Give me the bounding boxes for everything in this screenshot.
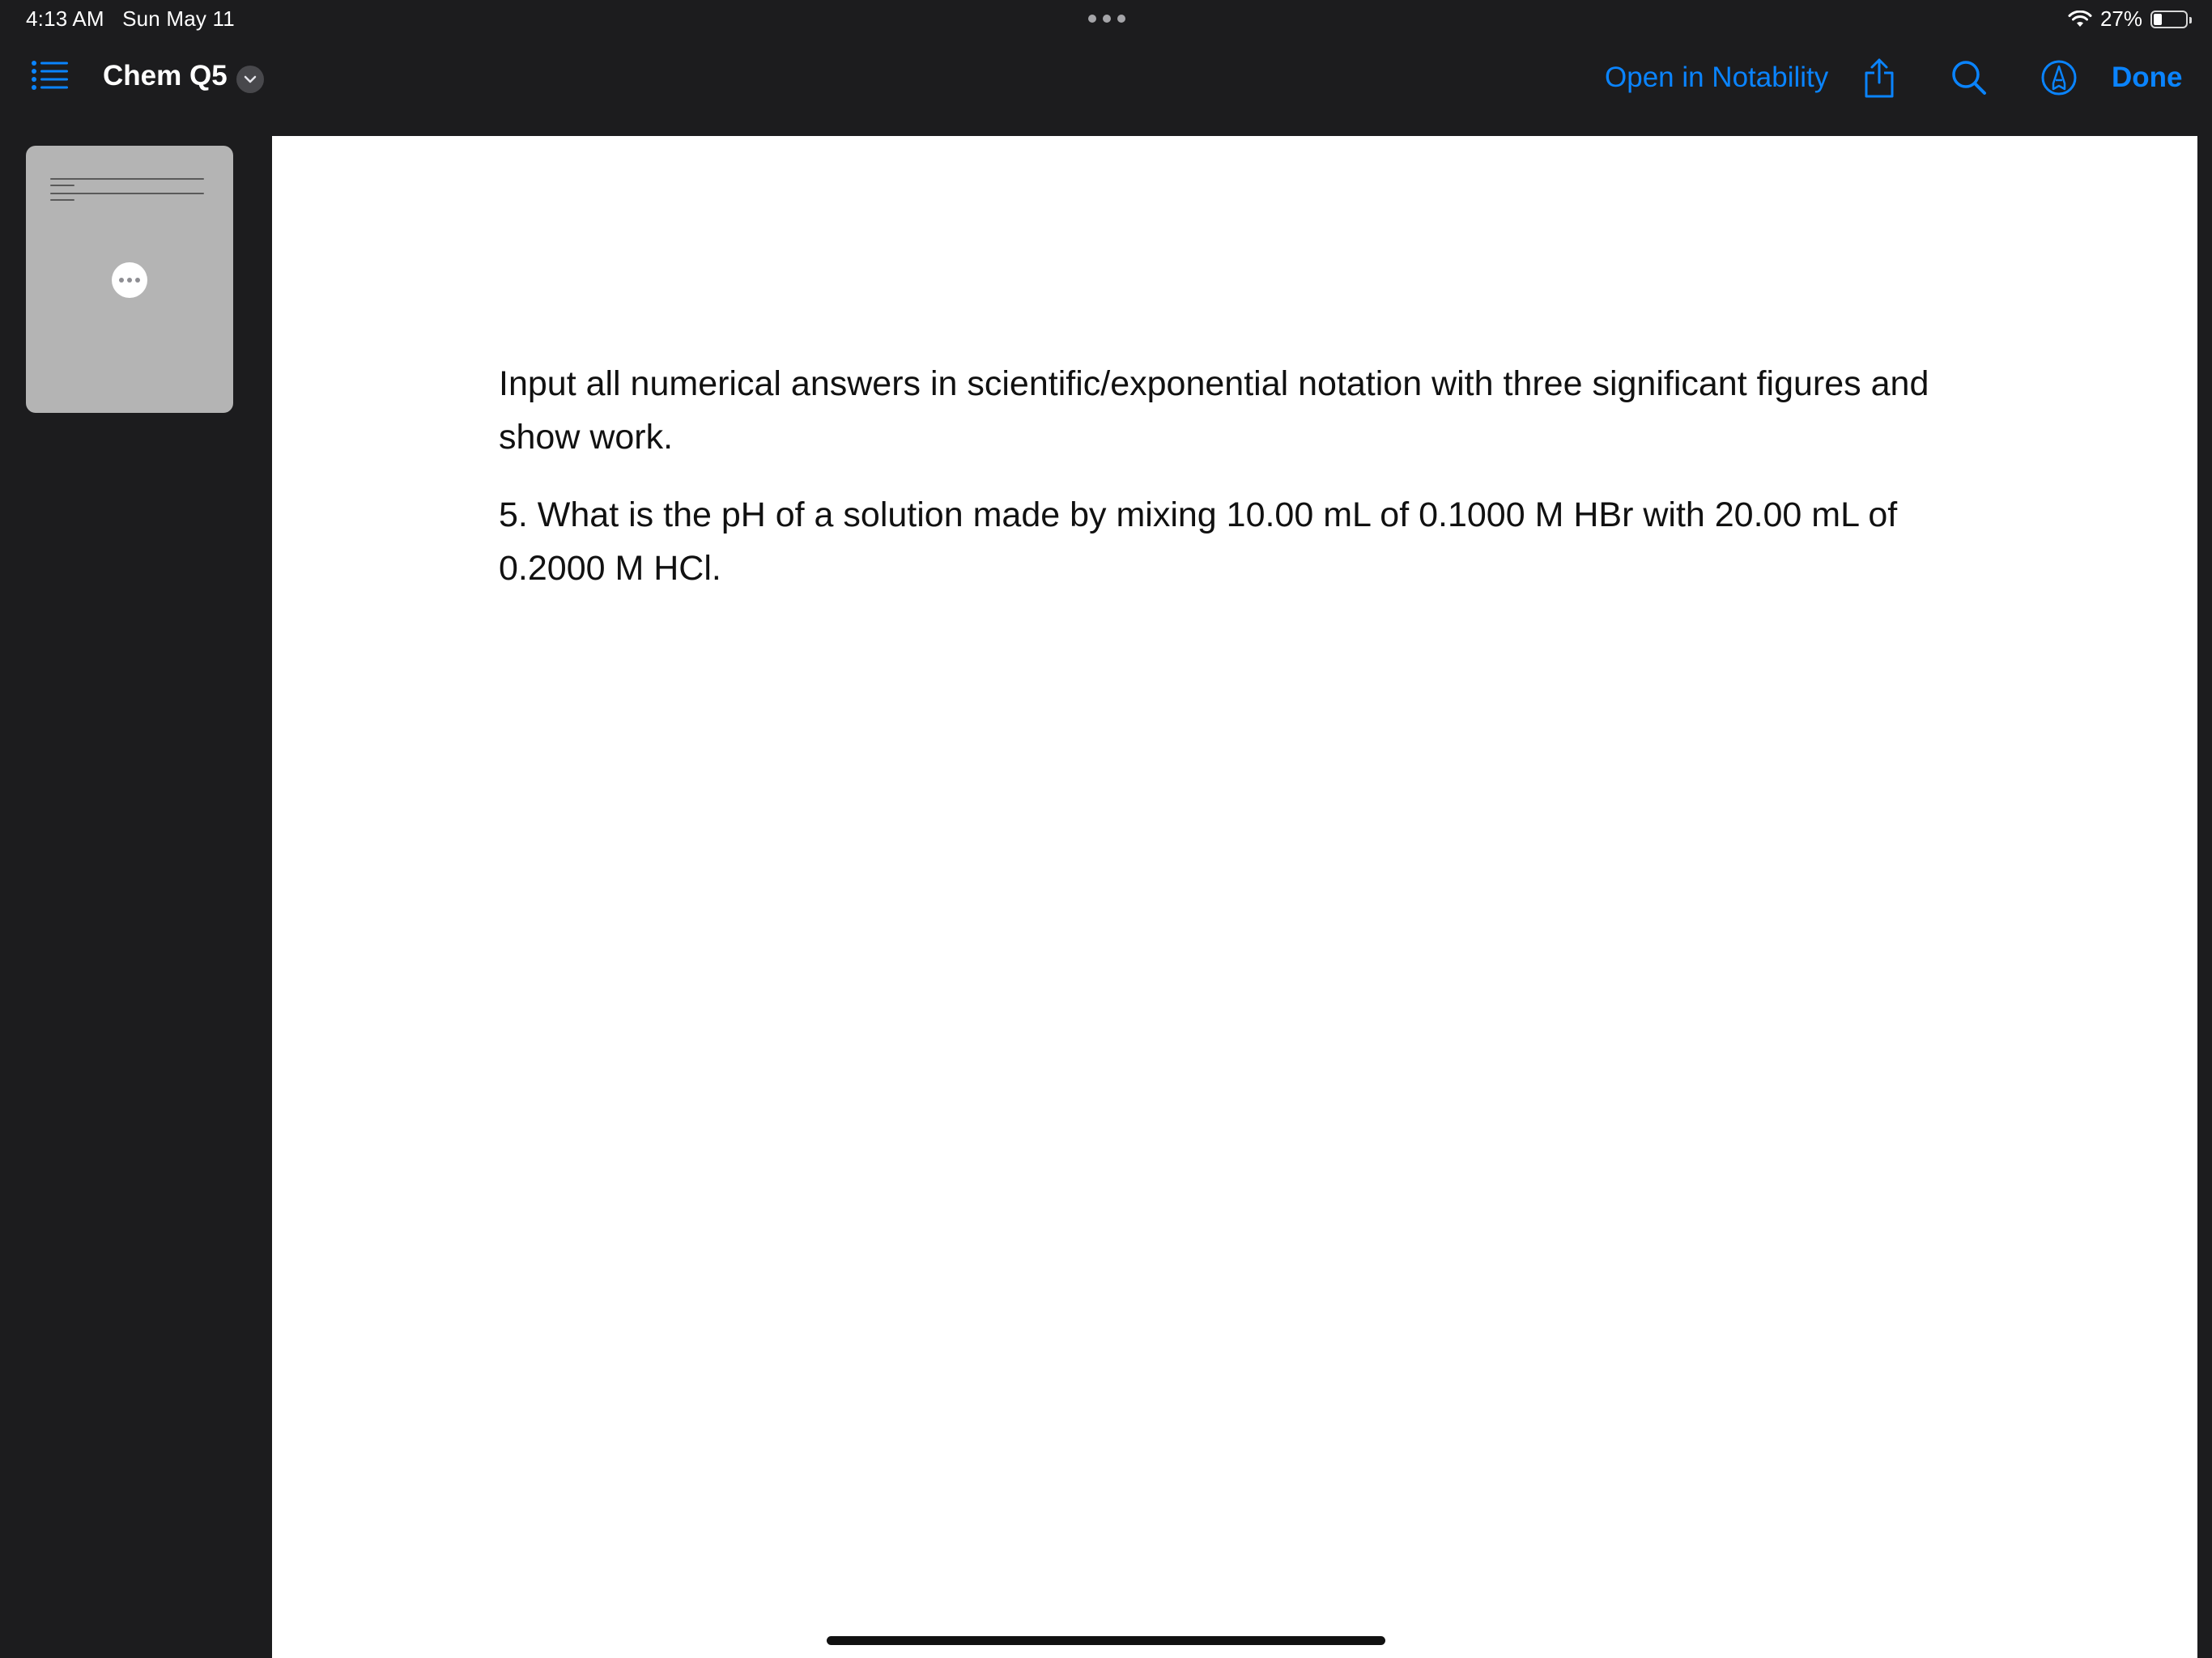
search-button[interactable] bbox=[1945, 53, 1993, 102]
thumbnail-text-line bbox=[50, 178, 204, 180]
thumbnail-text-line bbox=[50, 193, 204, 194]
markup-button[interactable] bbox=[2035, 53, 2083, 102]
instructions-paragraph: Input all numerical answers in scientific/exponential notation with three significant figures and show work. bbox=[499, 364, 1929, 457]
search-icon bbox=[1950, 59, 1988, 96]
markup-icon bbox=[2040, 59, 2078, 96]
done-button[interactable]: Done bbox=[2112, 62, 2183, 93]
thumbnail-text-line bbox=[50, 199, 74, 201]
battery-icon bbox=[2150, 11, 2188, 28]
question-paragraph: 5. What is the pH of a solution made by mixing 10.00 mL of 0.1000 M HBr with 20.00 mL of 0.2000 M HCl. bbox=[499, 495, 1898, 588]
thumbnails-list-button[interactable] bbox=[31, 58, 76, 99]
battery-percent: 27% bbox=[2099, 6, 2142, 31]
page-content bbox=[499, 357, 1989, 619]
thumbnail-sidebar bbox=[0, 136, 272, 1658]
status-time: 4:13 AM bbox=[26, 6, 104, 31]
page-thumbnail[interactable] bbox=[26, 146, 233, 413]
document-title[interactable]: Chem Q5 bbox=[103, 60, 228, 91]
wifi-icon bbox=[2068, 11, 2092, 28]
document-page[interactable] bbox=[272, 136, 2197, 1658]
thumbnail-text-line bbox=[50, 185, 74, 186]
multitasking-menu-icon[interactable] bbox=[1088, 15, 1125, 23]
battery-level bbox=[2154, 14, 2162, 25]
status-indicators bbox=[2068, 6, 2188, 32]
list-icon bbox=[31, 58, 70, 91]
share-button[interactable] bbox=[1855, 53, 1904, 102]
status-date: Sun May 11 bbox=[122, 6, 235, 31]
chevron-down-icon bbox=[243, 74, 257, 84]
title-menu-button[interactable] bbox=[236, 66, 264, 93]
toolbar bbox=[0, 39, 2212, 136]
home-indicator[interactable] bbox=[827, 1636, 1385, 1645]
share-icon bbox=[1863, 57, 1895, 99]
thumbnail-more-button[interactable] bbox=[112, 262, 147, 298]
status-time-date bbox=[26, 6, 235, 32]
status-bar bbox=[0, 0, 2212, 39]
open-in-notability-button[interactable]: Open in Notability bbox=[1605, 62, 1829, 93]
